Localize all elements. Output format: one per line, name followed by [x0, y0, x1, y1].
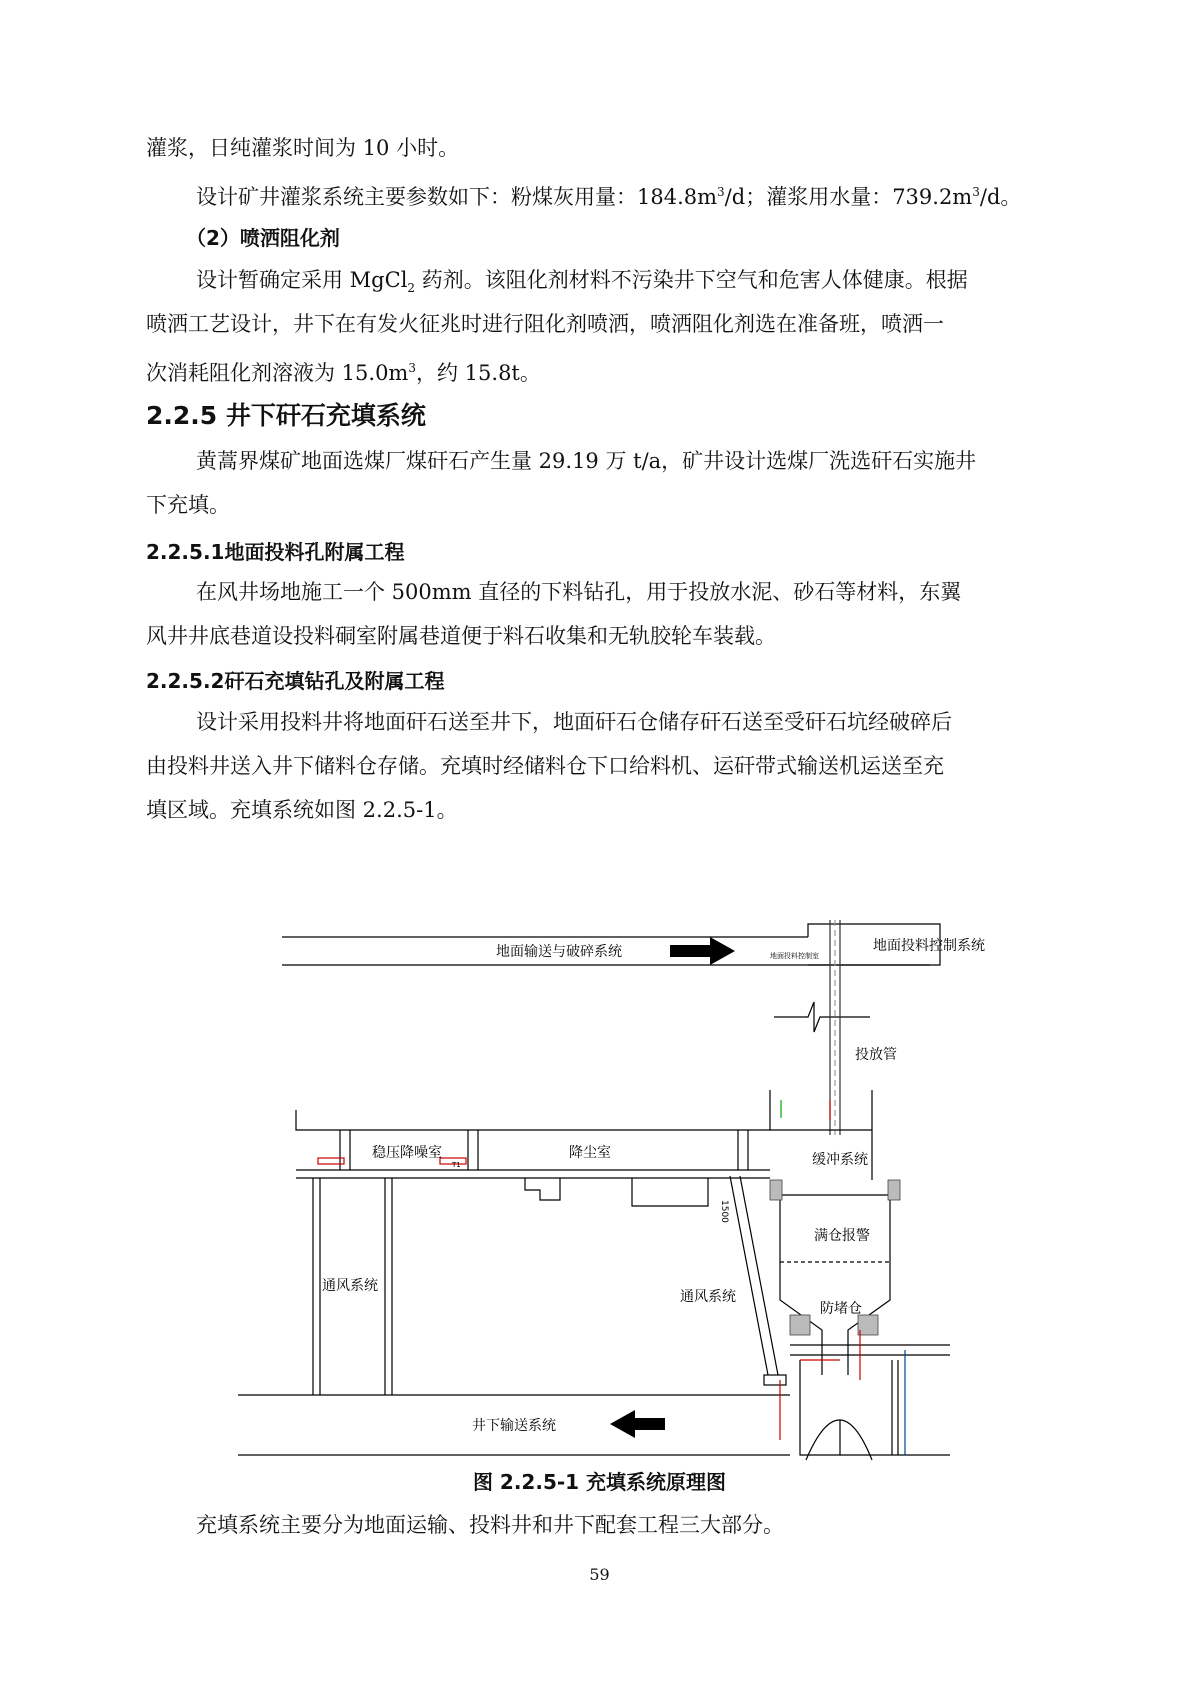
subsection-2-line-2: 由投料井送入井下储料仓存储。充填时经储料仓下口给料机、运矸带式输送机运送至充: [146, 754, 944, 778]
label-full-alarm: 满仓报警: [814, 1228, 870, 1244]
subsection-1-line-2: 风井井底巷道设投料硐室附属巷道便于料石收集和无轨胶轮车装载。: [146, 624, 776, 648]
label-control-room-small: 地面投料控制室: [770, 952, 819, 960]
subsection-2-line-1: 设计采用投料井将地面矸石送至井下，地面矸石仓储存矸石送至受矸石坑经破碎后: [196, 710, 952, 734]
label-buffer: 缓冲系统: [812, 1152, 868, 1168]
arrow-left-icon: [610, 1410, 665, 1438]
label-dim-1500: 1500: [719, 1200, 729, 1223]
section-paragraph-line-1: 黄蒿界煤矿地面选煤厂煤矸石产生量 29.19 万 t/a，矿井设计选煤厂洗选矸石实施井: [196, 449, 977, 473]
page-number: 59: [589, 1565, 610, 1584]
label-vent-right: 通风系统: [680, 1289, 736, 1305]
label-pressure-room: 稳压降噪室: [372, 1145, 442, 1161]
spray-paragraph-line-3: 次消耗阻化剂溶液为 $15.0m^3$，约 15.8t。: [146, 361, 541, 385]
label-surface-transport: 地面输送与破碎系统: [496, 944, 622, 960]
after-figure-paragraph: 充填系统主要分为地面运输、投料井和井下配套工程三大部分。: [196, 1513, 784, 1537]
section-paragraph-line-2: 下充填。: [146, 493, 230, 517]
spray-paragraph-line-2: 喷洒工艺设计，井下在有发火征兆时进行阻化剂喷洒，喷洒阻化剂选在准备班，喷洒一: [146, 312, 944, 336]
subsection-2-line-3: 填区域。充填系统如图 2.2.5-1。: [146, 798, 458, 822]
subsection-1-line-1: 在风井场地施工一个 500mm 直径的下料钻孔，用于投放水泥、砂石等材料，东翼: [196, 580, 962, 604]
section-title: 2.2.5 井下矸石充填系统: [146, 401, 426, 430]
label-feed-pipe: 投放管: [855, 1047, 897, 1063]
spray-paragraph-line-1: 设计暂确定采用 MgCl$_2$ 药剂。该阻化剂材料不污染井下空气和危害人体健康。根据: [196, 268, 968, 296]
subsection-2-title: 2.2.5.2矸石充填钻孔及附属工程: [146, 669, 445, 693]
label-anti-block: 防堵仓: [820, 1301, 862, 1317]
subsection-1-title: 2.2.5.1地面投料孔附属工程: [146, 540, 405, 564]
body-line-1: 灌浆，日纯灌浆时间为 10 小时。: [146, 136, 460, 160]
label-surface-control: 地面投料控制系统: [873, 938, 985, 954]
label-underground-transport: 井下输送系统: [472, 1418, 556, 1434]
label-small-mark: T1: [452, 1161, 461, 1169]
arrow-right-icon: [670, 937, 735, 965]
spray-subheading: （2）喷洒阻化剂: [186, 226, 340, 250]
figure-caption: 图 2.2.5-1 充填系统原理图: [472, 1470, 727, 1494]
label-vent-left: 通风系统: [322, 1278, 378, 1294]
grouting-params: 设计矿井灌浆系统主要参数如下：粉煤灰用量：$184.8m^3/d$；灌浆用水量：$739.2m^3/d$。: [196, 185, 1022, 209]
label-dust-room: 降尘室: [569, 1145, 611, 1161]
